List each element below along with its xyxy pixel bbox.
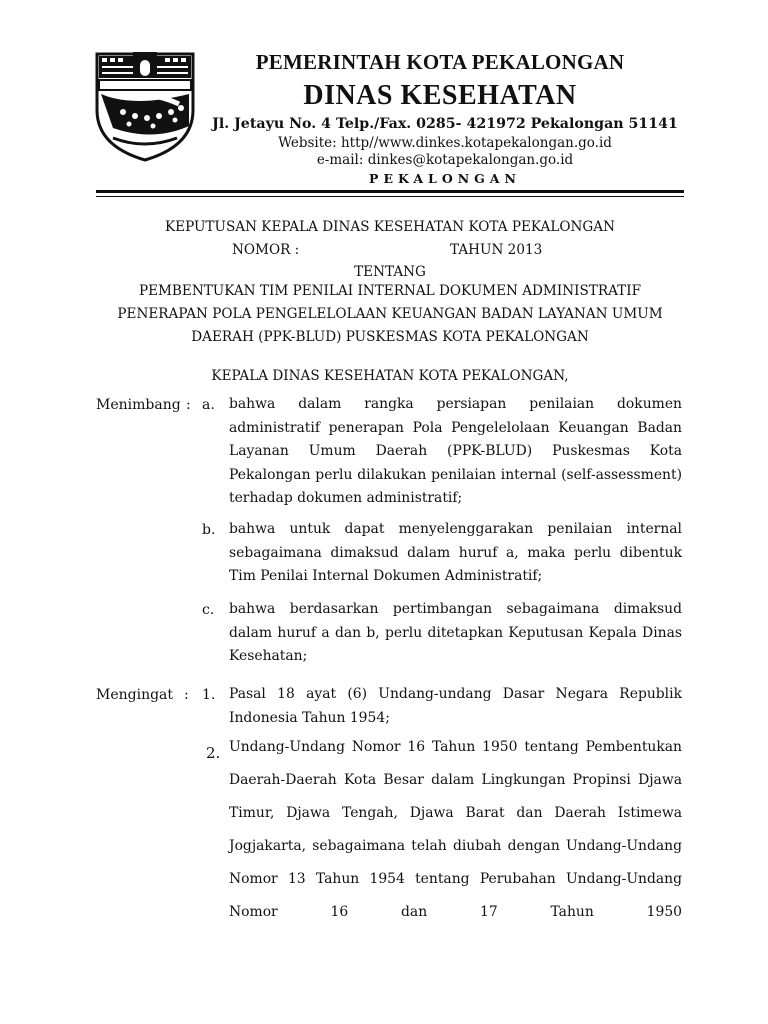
subject-line-2: PENERAPAN POLA PENGELELOLAAN KEUANGAN BADAN LAYANAN UMUM — [117, 306, 663, 322]
website-text: Website: http//www.dinkes.kotapekalongan.go.id — [278, 135, 612, 151]
mengingat-2-marker: 2. — [206, 744, 221, 762]
decree-title: KEPUTUSAN KEPALA DINAS KESEHATAN KOTA PEKALONGAN — [164, 219, 615, 235]
mengingat-colon: : — [184, 687, 189, 703]
subject-line-1: PEMBENTUKAN TIM PENILAI INTERNAL DOKUMEN ADMINISTRATIF — [138, 283, 642, 299]
tentang-label: TENTANG — [354, 264, 426, 280]
menimbang-a-marker: a. — [202, 397, 215, 413]
mengingat-label: Mengingat — [96, 687, 174, 703]
nomor-label: NOMOR : — [232, 242, 300, 258]
mengingat-1-marker: 1. — [202, 687, 216, 703]
coat-of-arms-logo — [93, 50, 197, 162]
government-name: PEMERINTAH KOTA PEKALONGAN — [255, 50, 625, 74]
letterhead-divider-thin — [96, 196, 684, 197]
menimbang-c-text: bahwa berdasarkan pertimbangan sebagaimana dimaksud dalam huruf a dan b, perlu ditetapkan Keputusan Kepala Dinas Kesehatan; — [229, 601, 682, 664]
menimbang-a-text: bahwa dalam rangka persiapan penilaian dokumen administratif penerapan Pola Pengelelolaan Keuangan Badan Layanan Umum Daerah (PPK-BLUD) Puskesmas Kota Pekalongan perlu dilakukan penilaian internal (self-assessment) terhadap dokumen administratif; — [229, 396, 682, 506]
menimbang-b-text: bahwa untuk dapat menyelenggarakan penilaian internal sebagaimana dimaksud dalam huruf a, maka perlu dibentuk Tim Penilai Internal Dokumen Administratif; — [229, 521, 682, 584]
email-text: e-mail: dinkes@kotapekalongan.go.id — [316, 152, 574, 168]
letterhead-divider-thick — [96, 190, 684, 193]
menimbang-b-marker: b. — [202, 522, 216, 538]
menimbang-colon: : — [186, 397, 191, 413]
office-address: Jl. Jetayu No. 4 Telp./Fax. 0285- 421972 Pekalongan 51141 — [212, 116, 678, 132]
tahun-label: TAHUN 2013 — [450, 242, 543, 258]
mengingat-1-text: Pasal 18 ayat (6) Undang-undang Dasar Negara Republik Indonesia Tahun 1954; — [229, 686, 682, 726]
issuer-line: KEPALA DINAS KESEHATAN KOTA PEKALONGAN, — [211, 368, 569, 384]
pekalongan-coat-of-arms-icon — [93, 50, 197, 162]
city-name: PEKALONGAN — [369, 171, 521, 186]
subject-line-3: DAERAH (PPK-BLUD) PUSKESMAS KOTA PEKALONGAN — [191, 329, 589, 345]
menimbang-c-marker: c. — [202, 602, 215, 618]
mengingat-2-text: Undang-Undang Nomor 16 Tahun 1950 tentang Pembentukan Daerah-Daerah Kota Besar dalam Lingkungan Propinsi Djawa Timur, Djawa Tengah, Djawa Barat dan Daerah Istimewa Jogjakarta, sebagaimana telah diubah dengan Undang-Undang Nomor 13 Tahun 1954 tentang Perubahan Undang-Undang Nomor 16 dan 17 Tahun 1950 — [229, 739, 682, 920]
department-name: DINAS KESEHATAN — [303, 80, 577, 111]
menimbang-label: Menimbang — [96, 397, 181, 413]
